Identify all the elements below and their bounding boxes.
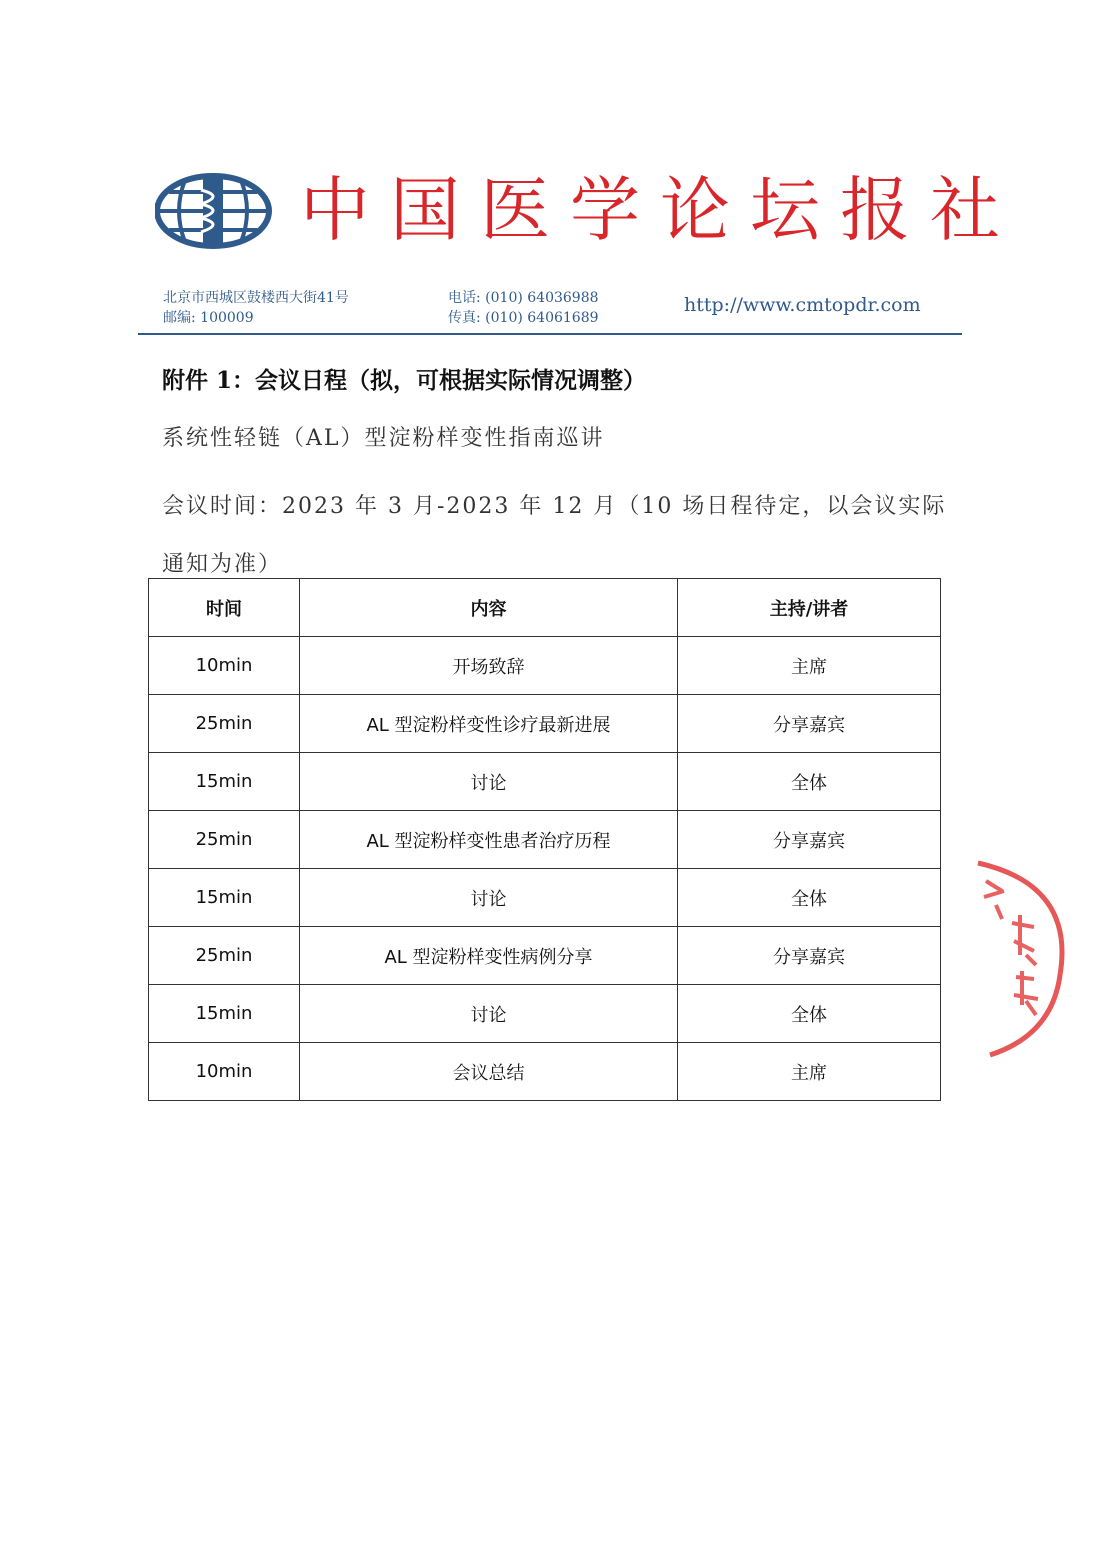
fax: 传真: (010) 64061689 bbox=[448, 310, 599, 326]
globe-caduceus-logo-icon bbox=[155, 172, 275, 250]
cell-speaker: 分享嘉宾 bbox=[678, 927, 941, 985]
phone-block bbox=[448, 288, 599, 328]
address: 北京市西城区鼓楼西大街41号 bbox=[163, 290, 349, 306]
cell-time: 10min bbox=[149, 637, 300, 695]
cell-content: 讨论 bbox=[300, 985, 678, 1043]
official-seal-stamp-icon bbox=[960, 845, 1090, 1065]
phone: 电话: (010) 64036988 bbox=[448, 290, 599, 306]
letterhead-divider bbox=[138, 333, 962, 335]
cell-content: AL 型淀粉样变性诊疗最新进展 bbox=[300, 695, 678, 753]
cell-speaker: 分享嘉宾 bbox=[678, 695, 941, 753]
cell-time: 15min bbox=[149, 753, 300, 811]
event-subtitle: 系统性轻链（AL）型淀粉样变性指南巡讲 bbox=[162, 426, 605, 451]
table-header-row bbox=[149, 579, 941, 637]
table-row bbox=[149, 753, 941, 811]
cell-content: AL 型淀粉样变性病例分享 bbox=[300, 927, 678, 985]
cell-speaker: 主席 bbox=[678, 637, 941, 695]
cell-time: 10min bbox=[149, 1043, 300, 1101]
header-speaker: 主持/讲者 bbox=[678, 579, 941, 637]
table-row bbox=[149, 927, 941, 985]
cell-speaker: 分享嘉宾 bbox=[678, 811, 941, 869]
cell-speaker: 全体 bbox=[678, 753, 941, 811]
address-block bbox=[163, 288, 349, 328]
org-name: 中国医学论坛报社 bbox=[300, 169, 1020, 251]
cell-content: 讨论 bbox=[300, 753, 678, 811]
table-row bbox=[149, 811, 941, 869]
table-row bbox=[149, 637, 941, 695]
table-row bbox=[149, 869, 941, 927]
postcode: 邮编: 100009 bbox=[163, 310, 254, 326]
cell-time: 25min bbox=[149, 811, 300, 869]
cell-speaker: 主席 bbox=[678, 1043, 941, 1101]
cell-time: 15min bbox=[149, 869, 300, 927]
cell-speaker: 全体 bbox=[678, 985, 941, 1043]
schedule-table bbox=[148, 578, 941, 1101]
cell-content: 讨论 bbox=[300, 869, 678, 927]
header-content: 内容 bbox=[300, 579, 678, 637]
attachment-heading: 附件 1：会议日程（拟，可根据实际情况调整） bbox=[162, 367, 647, 394]
table-row bbox=[149, 695, 941, 753]
header-time: 时间 bbox=[149, 579, 300, 637]
cell-content: 会议总结 bbox=[300, 1043, 678, 1101]
cell-content: AL 型淀粉样变性患者治疗历程 bbox=[300, 811, 678, 869]
cell-speaker: 全体 bbox=[678, 869, 941, 927]
table-row bbox=[149, 1043, 941, 1101]
website-link[interactable]: http://www.cmtopdr.com bbox=[684, 294, 921, 316]
table-row bbox=[149, 985, 941, 1043]
meeting-time: 会议时间：2023 年 3 月-2023 年 12 月（10 场日程待定，以会议实际通知为准） bbox=[162, 494, 947, 577]
cell-content: 开场致辞 bbox=[300, 637, 678, 695]
cell-time: 25min bbox=[149, 927, 300, 985]
cell-time: 15min bbox=[149, 985, 300, 1043]
cell-time: 25min bbox=[149, 695, 300, 753]
